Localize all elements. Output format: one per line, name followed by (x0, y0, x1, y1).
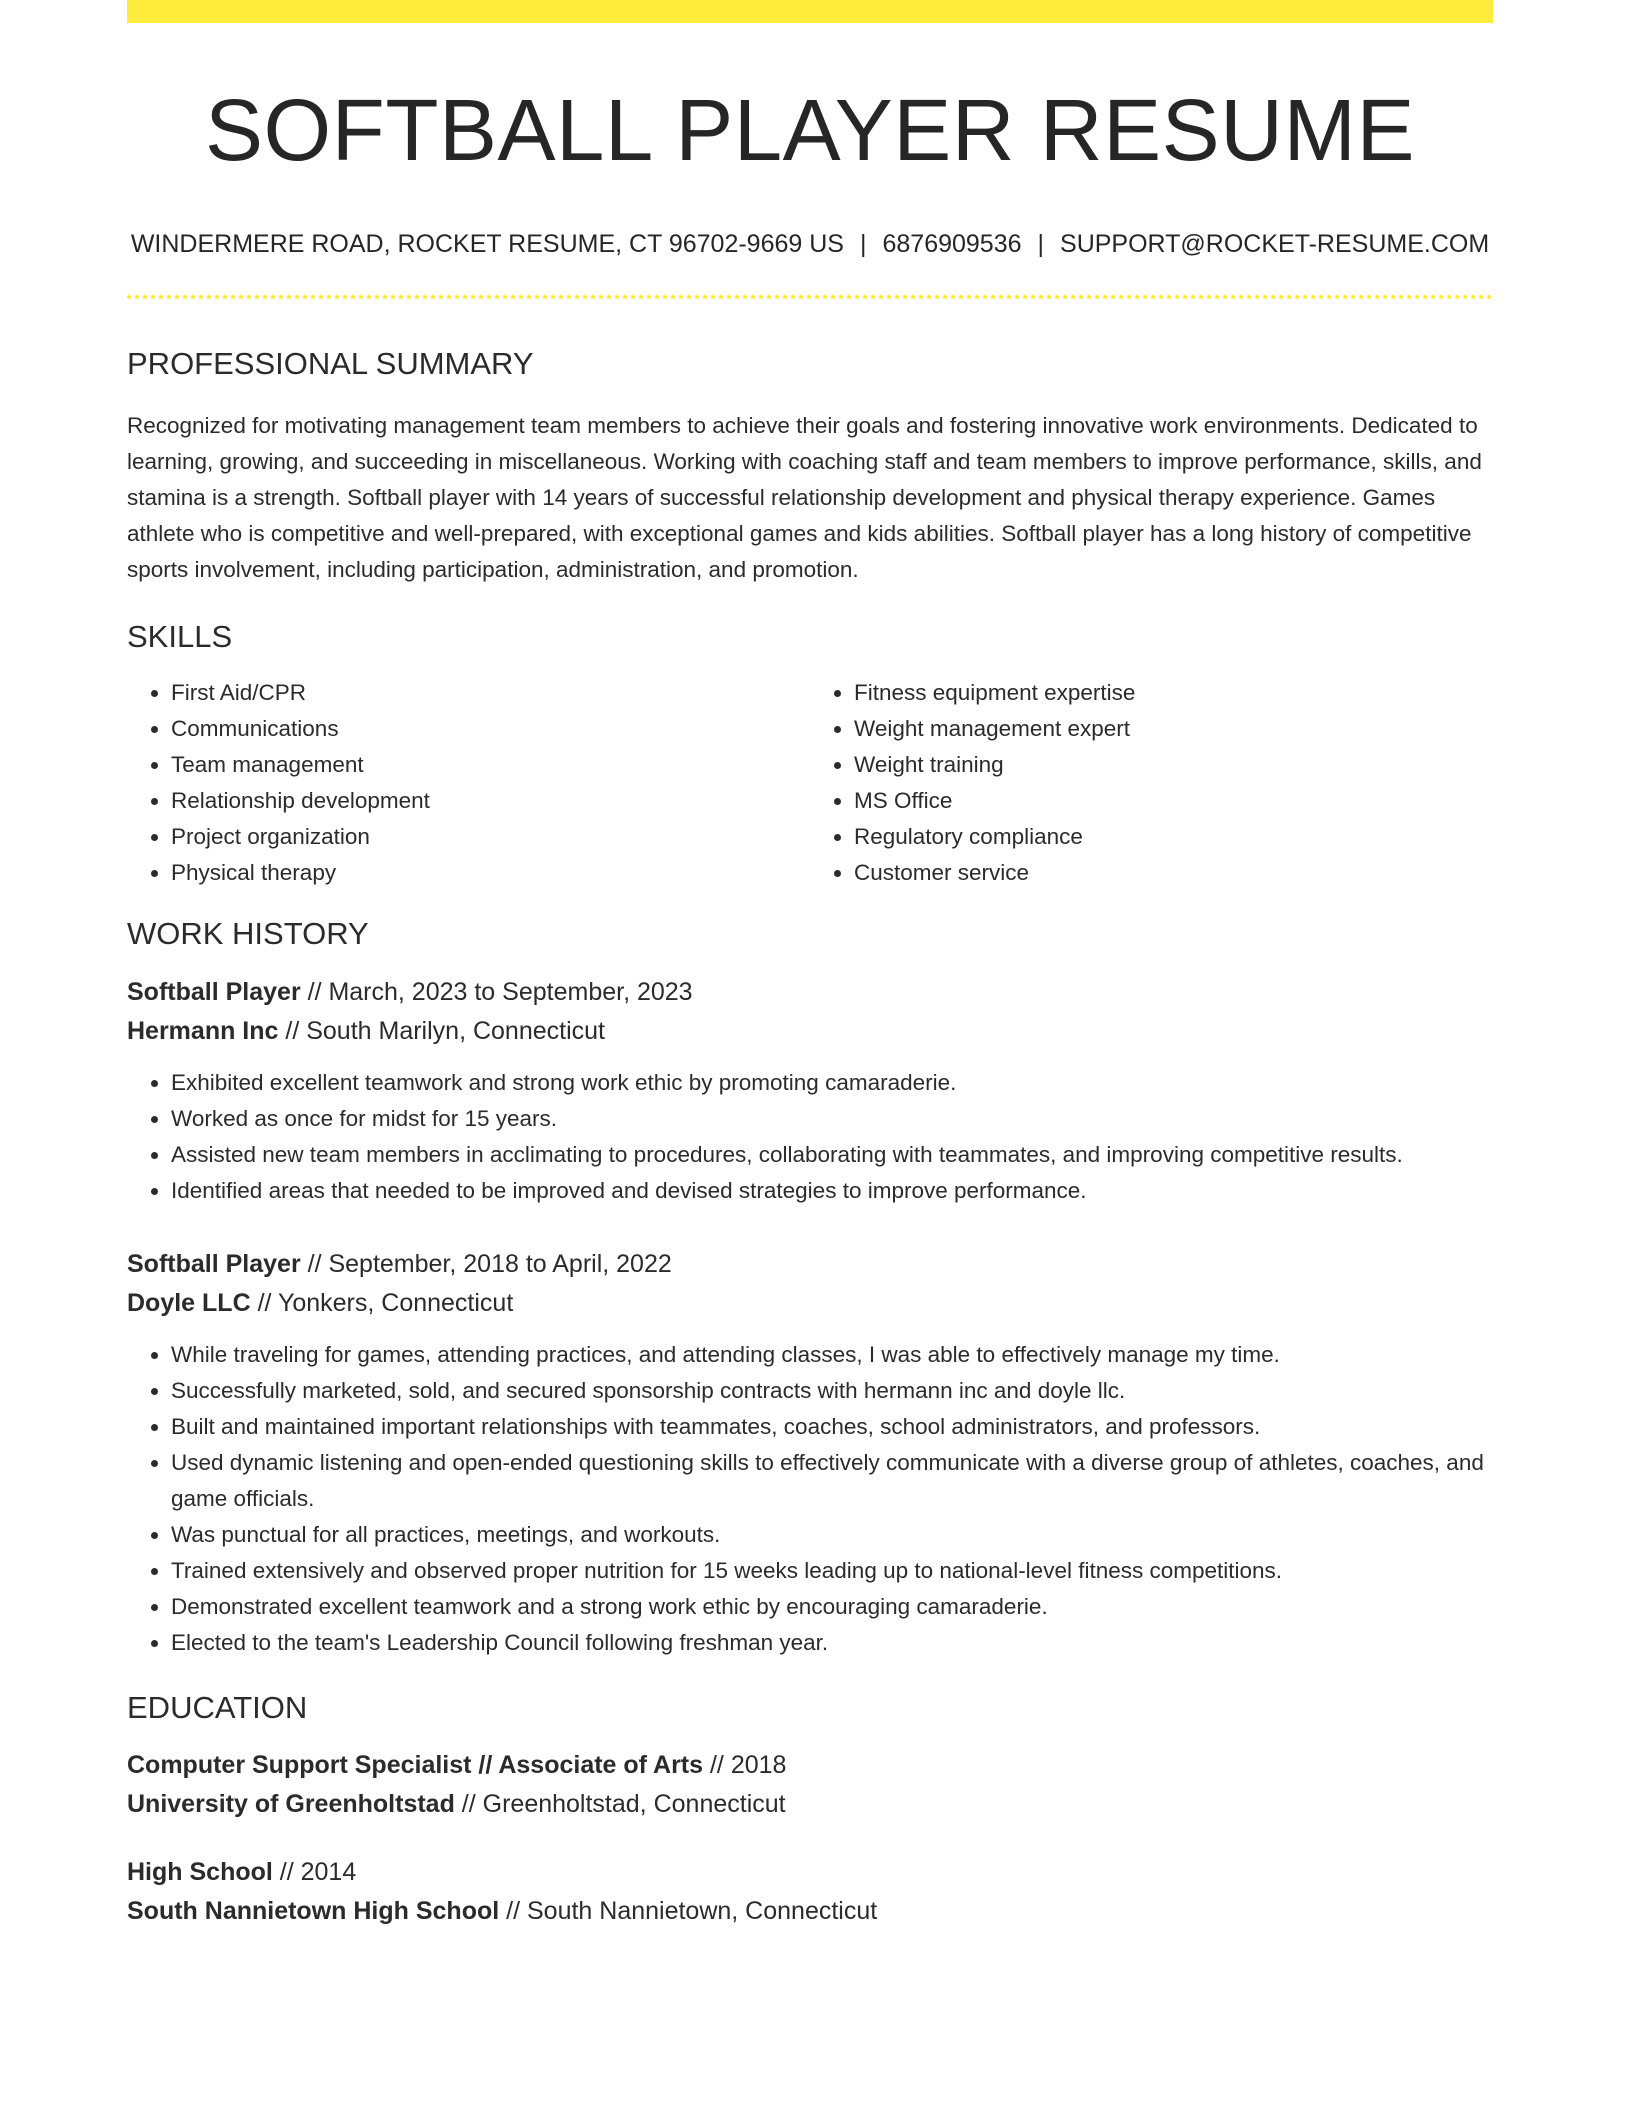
skill-item: • Fitness equipment expertise (854, 675, 1493, 711)
education-section (127, 1689, 1493, 1931)
skill-item: • Team management (171, 747, 810, 783)
work-history-section (127, 915, 1493, 1660)
section-heading-education: EDUCATION (127, 1689, 308, 1725)
education-location: // South Nannietown, Connecticut (499, 1896, 878, 1925)
skills-list-right (810, 675, 1493, 891)
contact-separator: | (1037, 230, 1045, 259)
job-bullet: • Demonstrated excellent teamwork and a strong work ethic by encouraging camaraderie. (171, 1589, 1493, 1625)
skill-item: • MS Office (854, 783, 1493, 819)
job-bullet: • Elected to the team's Leadership Council following freshman year. (171, 1625, 1493, 1661)
job-location: // South Marilyn, Connecticut (278, 1016, 605, 1045)
education-degree: Computer Support Specialist // Associate of Arts (127, 1750, 704, 1779)
summary-text: Recognized for motivating management team members to achieve their goals and fostering innovative work environments. Dedicated to learning, growing, and succeeding in miscellaneous. Working with coaching staff and team members to improve performance, skills, and stamina is a strength. Softball player with 14 years of successful relationship development and physical therapy experience. Games athlete who is competitive and well-prepared, with exceptional games and kids abilities. Softball player has a long history of competitive sports involvement, including participation, administration, and promotion. (127, 413, 1482, 583)
education-school: South Nannietown High School (127, 1896, 500, 1925)
skills-grid (127, 675, 1493, 891)
job-bullet: • Worked as once for midst for 15 years. (171, 1101, 1493, 1137)
contact-address: WINDERMERE ROAD, ROCKET RESUME, CT 96702-9669 US (130, 230, 844, 259)
job-title: Softball Player (127, 1249, 301, 1278)
job-entry (127, 1245, 1493, 1661)
job-bullet: • While traveling for games, attending practices, and attending classes, I was able to effectively manage my time. (171, 1337, 1493, 1373)
skill-item: • Customer service (854, 855, 1493, 891)
job-bullets (127, 1337, 1493, 1661)
job-company-line (127, 1012, 1493, 1051)
education-degree: High School (127, 1857, 273, 1886)
education-school-line (127, 1892, 1493, 1931)
job-bullet: • Built and maintained important relationships with teammates, coaches, school administrators, and professors. (171, 1409, 1493, 1445)
section-heading-skills: SKILLS (127, 619, 233, 655)
professional-summary-section (127, 345, 1493, 588)
job-dates: // March, 2023 to September, 2023 (300, 977, 693, 1006)
section-heading-work: WORK HISTORY (127, 916, 369, 952)
contact-separator: | (859, 230, 867, 259)
skill-item: • Weight training (854, 747, 1493, 783)
dotted-divider (127, 295, 1493, 299)
job-bullet: • Used dynamic listening and open-ended questioning skills to effectively communicate with a diverse group of athletes, coaches, and game officials. (171, 1445, 1493, 1517)
skill-item: • First Aid/CPR (171, 675, 810, 711)
education-school-line (127, 1785, 1493, 1824)
job-title-line (127, 1245, 1493, 1284)
job-bullet: • Trained extensively and observed proper nutrition for 15 weeks leading up to national-level fitness competitions. (171, 1553, 1493, 1589)
section-heading-summary: PROFESSIONAL SUMMARY (127, 346, 534, 382)
job-location: // Yonkers, Connecticut (250, 1288, 514, 1317)
accent-top-bar (127, 0, 1493, 23)
education-year: // 2014 (272, 1857, 357, 1886)
education-year: // 2018 (703, 1750, 787, 1779)
job-dates: // September, 2018 to April, 2022 (300, 1249, 672, 1278)
skill-item: • Relationship development (171, 783, 810, 819)
contact-phone[interactable]: 6876909536 (882, 230, 1022, 259)
contact-email[interactable]: SUPPORT@ROCKET-RESUME.COM (1060, 230, 1490, 259)
skills-section (127, 618, 1493, 891)
job-title: Softball Player (127, 977, 301, 1006)
skill-item: • Communications (171, 711, 810, 747)
education-school: University of Greenholtstad (127, 1789, 455, 1818)
job-bullet: • Successfully marketed, sold, and secured sponsorship contracts with hermann inc and doyle llc. (171, 1373, 1493, 1409)
job-company-line (127, 1284, 1493, 1323)
job-title-line (127, 973, 1493, 1012)
education-entry (127, 1746, 1493, 1824)
job-bullet: • Was punctual for all practices, meetings, and workouts. (171, 1517, 1493, 1553)
education-location: // Greenholtstad, Connecticut (454, 1789, 786, 1818)
job-company: Hermann Inc (127, 1016, 279, 1045)
skill-item: • Project organization (171, 819, 810, 855)
job-bullets (127, 1065, 1493, 1209)
job-company: Doyle LLC (127, 1288, 251, 1317)
resume-page (127, 0, 1493, 1931)
education-degree-line (127, 1746, 1493, 1785)
skill-item: • Physical therapy (171, 855, 810, 891)
job-bullet: • Identified areas that needed to be improved and devised strategies to improve performance. (171, 1173, 1493, 1209)
contact-line (127, 229, 1493, 259)
job-bullet: • Assisted new team members in acclimating to procedures, collaborating with teammates, and improving competitive results. (171, 1137, 1493, 1173)
skill-item: • Weight management expert (854, 711, 1493, 747)
skill-item: • Regulatory compliance (854, 819, 1493, 855)
education-degree-line (127, 1853, 1493, 1892)
resume-title: SOFTBALL PLAYER RESUME (204, 82, 1415, 179)
skills-list-left (127, 675, 810, 891)
job-entry (127, 973, 1493, 1209)
education-entry (127, 1853, 1493, 1931)
job-bullet: • Exhibited excellent teamwork and strong work ethic by promoting camaraderie. (171, 1065, 1493, 1101)
